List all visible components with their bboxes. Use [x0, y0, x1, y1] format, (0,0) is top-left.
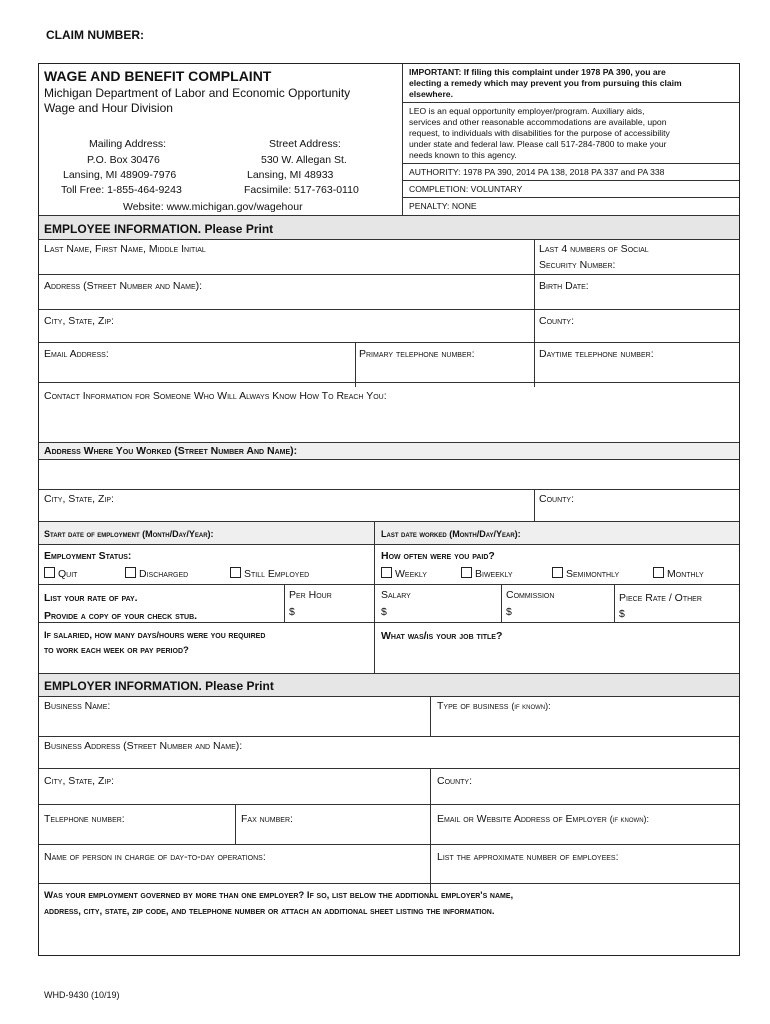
facsimile-number: Facsimile: 517-763-0110 [244, 184, 359, 196]
leo-notice-line5: needs known to this agency. [409, 150, 517, 160]
status-discharged-option[interactable]: Discharged [125, 567, 188, 581]
commission-dollar: $ [506, 606, 512, 618]
business-name-field[interactable]: Business Name: [44, 700, 111, 712]
mailing-address-label: Mailing Address: [89, 138, 167, 150]
employee-city-field[interactable]: City, State, Zip: [44, 315, 114, 327]
business-address-field[interactable]: Business Address (Street Number and Name): [44, 740, 243, 752]
still-employed-checkbox[interactable] [230, 567, 241, 578]
important-notice-line1: IMPORTANT: If filing this complaint under 1978 PA 390, you are [409, 67, 666, 77]
employment-status-label: Employment Status: [44, 550, 132, 562]
birth-date-field[interactable]: Birth Date: [539, 280, 589, 292]
piece-rate-dollar: $ [619, 608, 625, 620]
leo-notice-line4: under state and federal law. Please call 517-284-7800 to make your [409, 139, 667, 149]
employer-phone-field[interactable]: Telephone number: [44, 813, 125, 825]
paid-semimonthly-option[interactable]: Semimonthly [552, 567, 619, 581]
employee-count-field[interactable]: List the approximate number of employees: [437, 851, 619, 863]
check-stub-note: Provide a copy of your check stub. [44, 610, 198, 622]
paid-weekly-option[interactable]: Weekly [381, 567, 427, 581]
work-county-field[interactable]: County: [539, 493, 574, 505]
biweekly-checkbox[interactable] [461, 567, 472, 578]
piece-rate-field[interactable]: Piece Rate / Other [619, 592, 702, 604]
mailing-address-line1: P.O. Box 30476 [87, 154, 160, 166]
important-notice-line3: elsewhere. [409, 89, 453, 99]
mailing-address-line2: Lansing, MI 48909-7976 [63, 169, 177, 181]
leo-notice-line2: services and other reasonable accommodations are available, upon [409, 117, 667, 127]
completion-text: COMPLETION: VOLUNTARY [409, 184, 523, 194]
employer-fax-field[interactable]: Fax number: [241, 813, 293, 825]
weekly-checkbox[interactable] [381, 567, 392, 578]
salaried-hours-question-line2: to work each week or pay period? [44, 645, 189, 656]
leo-notice-line1: LEO is an equal opportunity employer/program. Auxiliary aids, [409, 106, 645, 116]
complaint-form [38, 63, 740, 956]
salary-field[interactable]: Salary [381, 589, 411, 601]
claim-number-label: CLAIM NUMBER: [46, 28, 144, 42]
ssn-field-label1[interactable]: Last 4 numbers of Social [539, 243, 649, 255]
multiple-employers-question-line2: address, city, state, zip code, and telephone number or attach an additional sheet listing the information. [44, 906, 495, 917]
quit-checkbox[interactable] [44, 567, 55, 578]
employer-city-field[interactable]: City, State, Zip: [44, 775, 114, 787]
street-address-label: Street Address: [269, 138, 341, 150]
contact-info-field[interactable]: Contact Information for Someone Who Will Always Know How To Reach You: [44, 390, 387, 402]
discharged-checkbox[interactable] [125, 567, 136, 578]
primary-phone-field[interactable]: Primary telephone number: [359, 348, 475, 360]
salary-dollar: $ [381, 606, 387, 618]
website-link[interactable]: Website: www.michigan.gov/wagehour [123, 201, 303, 213]
per-hour-field[interactable]: Per Hour [289, 589, 332, 601]
pay-frequency-label: How often were you paid? [381, 550, 495, 562]
start-date-field[interactable]: Start date of employment (Month/Day/Year): [44, 529, 214, 539]
work-address-field[interactable]: Address Where You Worked (Street Number And Name): [44, 445, 298, 457]
authority-text: AUTHORITY: 1978 PA 390, 2014 PA 138, 2018 PA 337 and PA 338 [409, 167, 665, 177]
paid-monthly-option[interactable]: Monthly [653, 567, 704, 581]
multiple-employers-question-line1[interactable]: Was your employment governed by more than one employer? If so, list below the additional employer's name, [44, 890, 514, 901]
status-still-employed-option[interactable]: Still Employed [230, 567, 309, 581]
street-address-line1: 530 W. Allegan St. [261, 154, 347, 166]
per-hour-dollar: $ [289, 606, 295, 618]
email-address-field[interactable]: Email Address: [44, 348, 109, 360]
employer-county-field[interactable]: County: [437, 775, 472, 787]
employee-section-title: EMPLOYEE INFORMATION. Please Print [44, 222, 274, 236]
commission-field[interactable]: Commission [506, 589, 555, 601]
rate-of-pay-label: List your rate of pay. [44, 592, 138, 604]
monthly-checkbox[interactable] [653, 567, 664, 578]
employee-name-field[interactable]: Last Name, First Name, Middle Initial [44, 243, 206, 255]
daytime-phone-field[interactable]: Daytime telephone number: [539, 348, 654, 360]
status-quit-option[interactable]: Quit [44, 567, 77, 581]
employer-section-title: EMPLOYER INFORMATION. Please Print [44, 679, 274, 693]
division-name: Wage and Hour Division [44, 101, 173, 115]
important-notice-line2: electing a remedy which may prevent you from pursuing this claim [409, 78, 682, 88]
department-name: Michigan Department of Labor and Economic Opportunity [44, 86, 351, 100]
paid-biweekly-option[interactable]: Biweekly [461, 567, 513, 581]
form-number: WHD-9430 (10/19) [44, 990, 120, 1000]
person-in-charge-field[interactable]: Name of person in charge of day-to-day operations: [44, 851, 266, 863]
form-title: WAGE AND BENEFIT COMPLAINT [44, 68, 272, 84]
salaried-hours-question-line1[interactable]: If salaried, how many days/hours were you required [44, 630, 266, 641]
semimonthly-checkbox[interactable] [552, 567, 563, 578]
job-title-field[interactable]: What was/is your job title? [381, 630, 503, 642]
penalty-text: PENALTY: NONE [409, 201, 477, 211]
business-type-field[interactable]: Type of business (if known): [437, 700, 551, 712]
last-date-field[interactable]: Last date worked (Month/Day/Year): [381, 529, 521, 539]
employee-address-field[interactable]: Address (Street Number and Name): [44, 280, 203, 292]
leo-notice-line3: request, to individuals with disabilities for the purpose of accessibility [409, 128, 670, 138]
toll-free-number: Toll Free: 1-855-464-9243 [61, 184, 182, 196]
ssn-field-label2: Security Number: [539, 259, 616, 271]
street-address-line2: Lansing, MI 48933 [247, 169, 334, 181]
employer-email-field[interactable]: Email or Website Address of Employer (if known): [437, 813, 650, 825]
work-city-field[interactable]: City, State, Zip: [44, 493, 114, 505]
employee-county-field[interactable]: County: [539, 315, 574, 327]
